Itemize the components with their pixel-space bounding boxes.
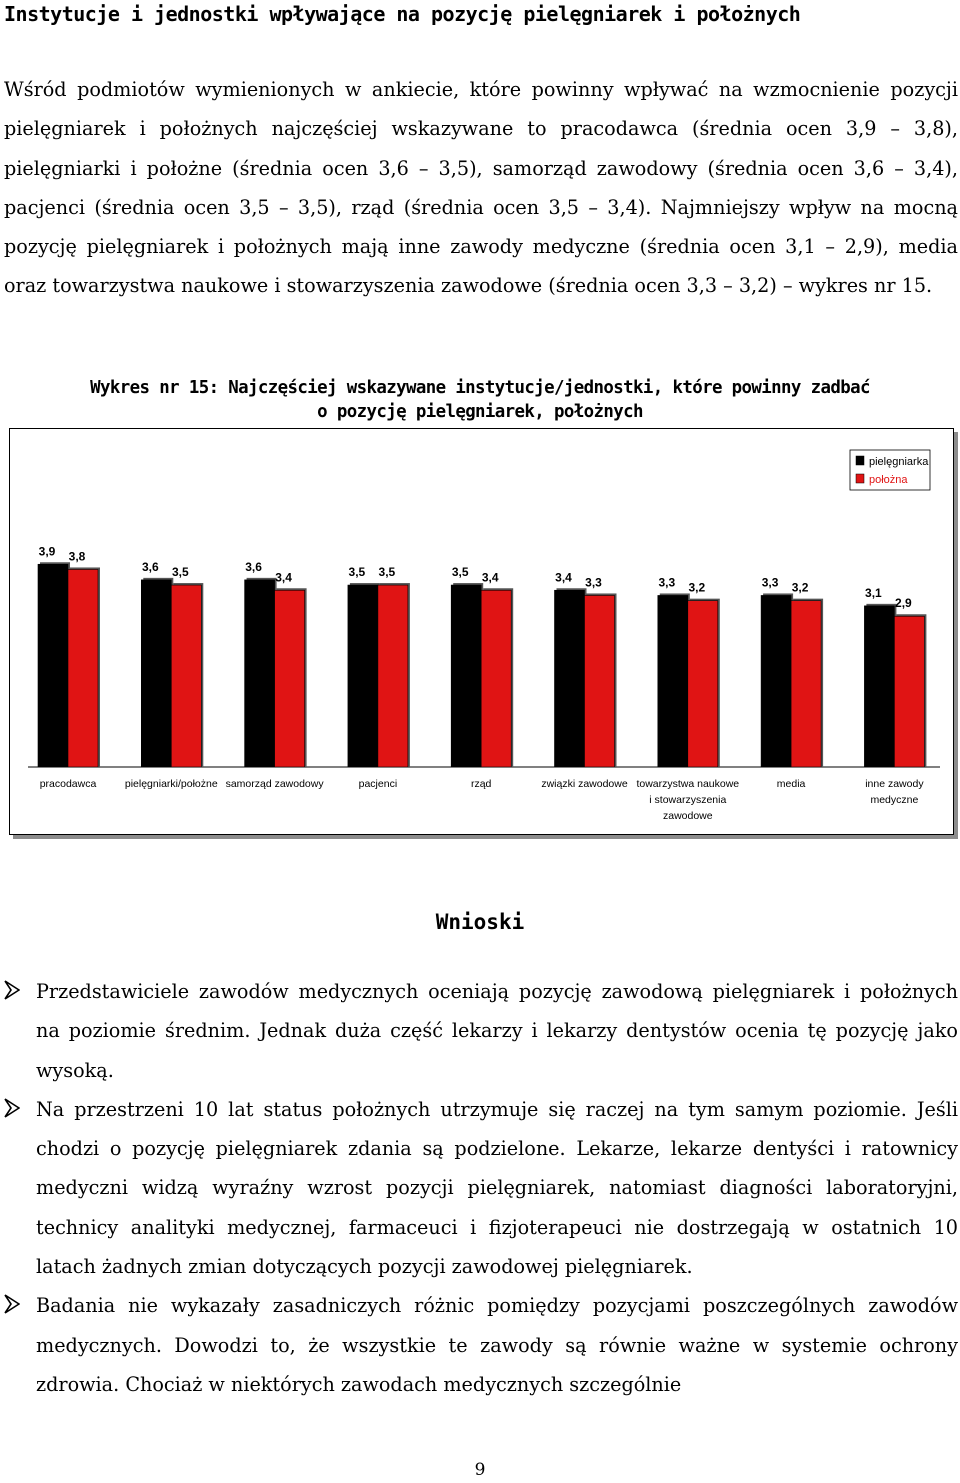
bar-chart: [10, 429, 953, 834]
bar-series-1: [38, 564, 68, 767]
bar-series-2: [378, 585, 408, 767]
category-label: towarzystwa naukowe: [636, 778, 740, 790]
data-label: 3,5: [348, 565, 366, 580]
data-label: 3,2: [791, 580, 809, 595]
conclusion-item: [4, 1286, 958, 1404]
data-label: 3,4: [555, 570, 572, 585]
bar-series-2: [585, 595, 615, 767]
bar-series-1: [141, 580, 171, 767]
category-label: pacjenci: [358, 778, 398, 790]
bar-series-1: [245, 580, 275, 767]
data-label: 3,3: [658, 575, 676, 590]
chart-title-line-2: o pozycję pielęgniarek, położnych: [317, 402, 643, 422]
category-label: pracodawca: [39, 778, 97, 790]
category-label: media: [776, 778, 806, 790]
data-label: 3,5: [378, 565, 396, 580]
data-label: 3,3: [761, 575, 779, 590]
legend-label: położna: [869, 474, 908, 486]
conclusion-text: Badania nie wykazały zasadniczych różnic pomiędzy pozycjami poszczególnych zawodów medycznych. Dowodzi to, że wszystkie te zawody są równie ważne w systemie ochrony zdrowia. Chociaż w niektórych zawodach medycznych szczególnie: [36, 1294, 958, 1396]
category-label: inne zawody: [865, 778, 924, 790]
category-label: związki zawodowe: [541, 778, 628, 790]
data-label: 3,9: [38, 544, 56, 559]
bar-series-2: [481, 590, 511, 767]
data-label: 3,5: [171, 565, 189, 580]
conclusions-heading: Wnioski: [435, 910, 525, 934]
arrow-bullet-icon: [4, 980, 20, 1000]
conclusion-item: [4, 972, 958, 1090]
bar-series-2: [894, 616, 924, 767]
data-label: 3,4: [275, 570, 292, 585]
category-label: medyczne: [870, 794, 919, 806]
bar-series-2: [68, 569, 98, 767]
legend-swatch: [856, 456, 864, 465]
bar-series-1: [658, 595, 688, 767]
legend-swatch: [856, 474, 864, 483]
category-label: pielęgniarki/położne: [124, 778, 218, 790]
conclusion-item: [4, 1090, 958, 1286]
bar-series-2: [791, 601, 821, 767]
arrow-bullet-icon: [4, 1294, 20, 1314]
data-label: 3,5: [451, 565, 469, 580]
intro-paragraph: Wśród podmiotów wymienionych w ankiecie, które powinny wpływać na wzmocnienie pozycji pielęgniarek i położnych najczęściej wskazywane to pracodawca (średnia ocen 3,9 – 3,8), pielęgniarki i położne (średnia ocen 3,6 – 3,5), samorząd zawodowy (średnia ocen 3,6 – 3,4), pacjenci (średnia ocen 3,5 – 3,5), rząd (średnia ocen 3,5 – 3,4). Najmniejszy wpływ na mocną pozycję pielęgniarek i położnych mają inne zawody medyczne (średnia ocen 3,1 – 2,9), media oraz towarzystwa naukowe i stowarzyszenia zawodowe (średnia ocen 3,3 – 3,2) – wykres nr 15.: [4, 78, 958, 298]
category-label: samorząd zawodowy: [225, 778, 324, 790]
data-label: 3,3: [585, 575, 602, 590]
data-label: 3,4: [481, 570, 499, 585]
chart-legend: [850, 450, 930, 490]
arrow-bullet-icon: [4, 1098, 20, 1118]
data-label: 3,8: [68, 549, 86, 564]
bar-series-2: [688, 601, 718, 767]
conclusion-text: Przedstawiciele zawodów medycznych oceniają pozycję zawodową pielęgniarek i położnych na poziomie średnim. Jednak duża część lekarzy i lekarzy dentystów ocenia tę pozycję jako wysoką.: [36, 980, 958, 1082]
legend-label: pielęgniarka: [869, 456, 929, 468]
conclusion-text: Na przestrzeni 10 lat status położnych utrzymuje się raczej na tym samym poziomie. Jeśli chodzi o pozycję pielęgniarek zdania są podzielone. Lekarze, lekarze dentyści i ratownicy medyczni widzą wyraźny wzrost pozycji pielęgniarek, natomiast diagności laboratoryjni, technicy analityki medycznej, farmaceuci i fizjoterapeuci nie dostrzegają w ostatnich 10 latach żadnych zmian dotyczących pozycji zawodowej pielęgniarek.: [36, 1097, 958, 1279]
section-heading: Instytucje i jednostki wpływające na pozycję pielęgniarek i położnych: [4, 2, 801, 26]
data-label: 3,1: [865, 585, 882, 600]
bar-series-2: [275, 590, 305, 767]
data-label: 3,6: [141, 559, 159, 574]
data-label: 3,2: [688, 580, 706, 595]
chart-frame: [9, 428, 954, 835]
chart-title-line-1: Wykres nr 15: Najczęściej wskazywane instytucje/jednostki, które powinny zadbać: [90, 378, 870, 398]
data-label: 3,6: [245, 559, 262, 574]
bar-series-1: [555, 590, 585, 767]
chart-title: [0, 376, 960, 424]
bar-series-1: [348, 585, 378, 767]
conclusions-list: [4, 972, 958, 1404]
data-label: 2,9: [895, 596, 912, 611]
category-label: i stowarzyszenia: [649, 794, 727, 806]
bar-series-1: [864, 606, 894, 767]
category-label: zawodowe: [662, 810, 713, 822]
page-number: 9: [474, 1460, 486, 1480]
bar-series-1: [451, 585, 481, 767]
bar-series-2: [171, 585, 201, 767]
category-label: rząd: [470, 778, 492, 790]
bar-series-1: [761, 595, 791, 767]
